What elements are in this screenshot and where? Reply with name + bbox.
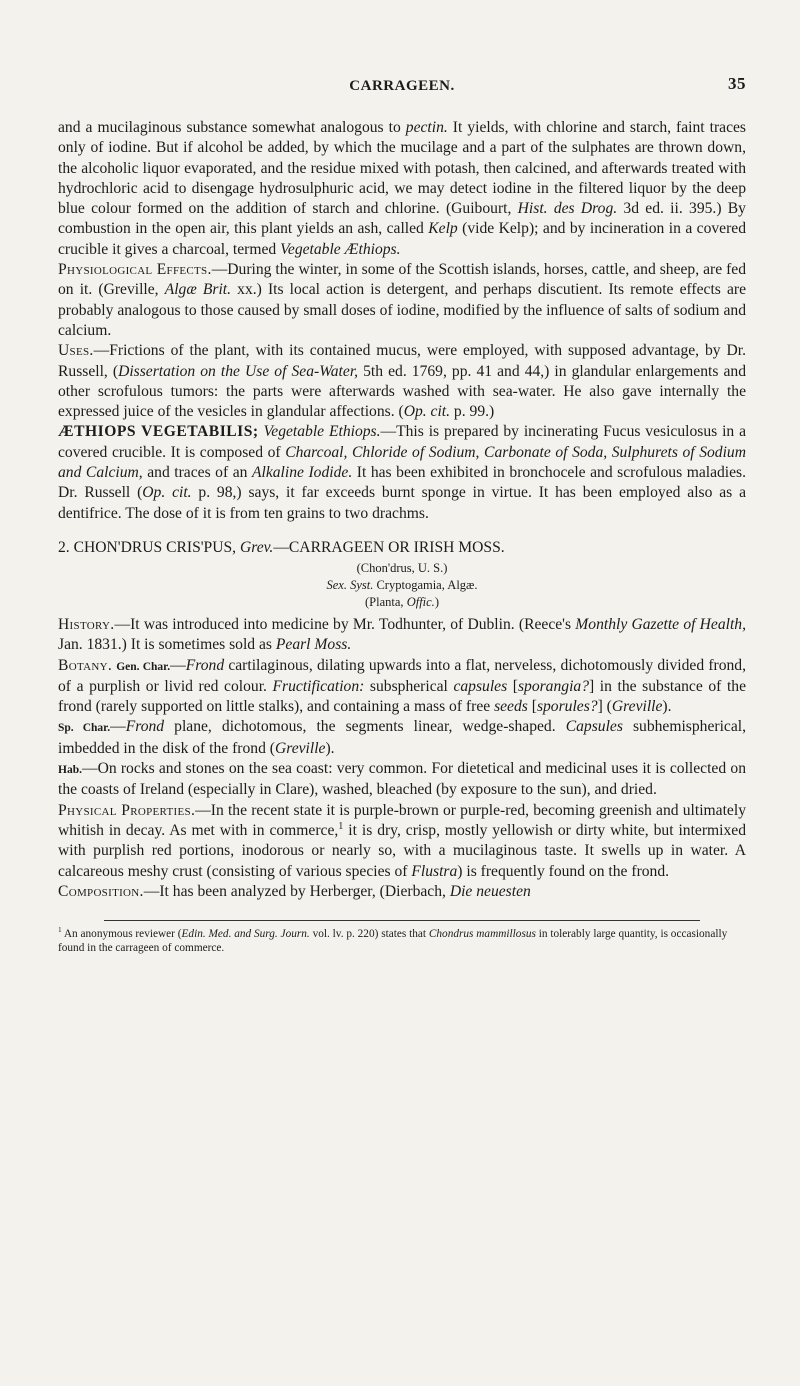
text-segment: in tolerably large quantity, is occasionally found in the carrageen of commerce. xyxy=(58,928,728,955)
text-segment: —In the recent state it is purple-brown or purple-red, becoming greenish and ultimately whitish in decay. As met with in commerce, xyxy=(58,801,746,839)
text-segment: Botany. xyxy=(58,656,113,674)
text-segment: —This is prepared by incinerating Fucus vesiculosus in a covered crucible. It is composed of xyxy=(58,423,746,461)
text-segment: Charcoal, Chloride of Sodium, Carbonate of Soda, Sulphurets of Sodium and Calcium, xyxy=(58,443,746,482)
text-segment: vol. lv. p. 220) states that xyxy=(309,928,429,941)
paragraph-seaweed-composition xyxy=(58,118,746,260)
book-page xyxy=(58,0,746,956)
text-segment: ) xyxy=(434,594,439,609)
paragraph-botany-generic-character xyxy=(58,656,746,718)
text-segment: —Frictions of the plant, with its contained mucus, were employed, with supposed advantage, by Dr. Russell, ( xyxy=(58,342,746,380)
text-segment: plane, dichotomous, the segments linear, wedge-shaped. xyxy=(164,718,566,736)
text-segment: Flustra xyxy=(411,862,458,880)
text-segment: Kelp xyxy=(428,220,458,238)
text-segment: (Chon'drus, U. S.) xyxy=(356,560,448,575)
text-segment: An anonymous reviewer ( xyxy=(61,928,182,941)
text-segment: Physiological Effects. xyxy=(58,261,212,279)
text-segment: Dissertation on the Use of Sea-Water, xyxy=(118,362,359,380)
footnote-marker: 1 xyxy=(58,925,62,935)
text-segment: Algæ Brit. xyxy=(164,281,232,299)
text-segment: History. xyxy=(58,615,115,633)
text-segment: —It was introduced into medicine by Mr. Todhunter, of Dublin. (Reece's xyxy=(114,615,576,633)
text-segment: Monthly Gazette of Health, xyxy=(575,615,747,633)
text-segment: Edin. Med. and Surg. Journ. xyxy=(181,928,310,941)
official-part xyxy=(58,594,746,611)
text-segment: Frond xyxy=(185,656,225,674)
section-heading xyxy=(58,538,746,558)
sexual-system-classification xyxy=(58,577,746,594)
text-segment: ) is frequently found on the frond. xyxy=(457,862,670,880)
text-segment: It yields, with chlorine and starch, faint traces only of iodine. But if alcohol be added, by which the mucilage and a part of the sulphates are thrown down, the alcoholic liquor evaporated, and the residue mixed with potash, then calcined, and afterwards treated with hydrochloric acid to disengage hydrosulphuric acid, we may detect iodine in the filtered liquor by the deep blue colour formed on the addition of starch and chlorine. (Guibourt, xyxy=(58,119,746,218)
text-segment: sporules? xyxy=(536,698,598,716)
text-segment: It has been exhibited in bronchocele and scrofulous maladies. Dr. Russell ( xyxy=(58,464,747,502)
text-segment: —CARRAGEEN OR IRISH MOSS. xyxy=(273,538,505,556)
pharmacopoeia-name xyxy=(58,560,746,577)
text-segment: subspherical xyxy=(364,677,454,695)
text-segment: xx.) Its local action is detergent, and perhaps discutient. Its remote effects are probably analogous to those caused by small doses of iodine, modified by the influence of salts of sodium and calcium. xyxy=(58,281,747,339)
paragraph-uses xyxy=(58,341,746,422)
text-segment: — xyxy=(170,656,186,674)
text-segment: (vide Kelp); and by incineration in a covered crucible it gives a charcoal, termed xyxy=(58,220,747,258)
paragraph-aethiops-vegetabilis xyxy=(58,422,746,523)
text-segment: and traces of an xyxy=(142,464,252,482)
text-segment: Sp. Char. xyxy=(58,722,111,735)
text-segment: Vegetable Æthiops. xyxy=(280,240,401,258)
text-segment: Pearl Moss. xyxy=(275,636,352,654)
paragraph-physiological-effects xyxy=(58,260,746,341)
text-segment: — xyxy=(110,718,126,736)
text-segment: Hist. des Drog. xyxy=(517,200,618,218)
paragraph-history xyxy=(58,615,746,656)
text-segment: Alkaline Iodide. xyxy=(251,464,353,482)
footnote xyxy=(58,927,746,955)
text-segment: Hab. xyxy=(58,764,82,777)
text-segment: Uses. xyxy=(58,342,94,360)
text-segment: Greville xyxy=(274,739,326,757)
text-segment: 2. CHON'DRUS CRIS'PUS, xyxy=(58,538,240,556)
text-segment: seeds xyxy=(494,698,528,716)
text-segment: Die neuesten xyxy=(449,882,531,900)
page-number: 35 xyxy=(728,74,746,93)
text-segment: Op. cit. xyxy=(403,403,451,421)
text-segment: (Planta, xyxy=(365,594,407,609)
footnote-marker: 1 xyxy=(338,820,344,832)
text-segment: Jan. 1831.) It is sometimes sold as xyxy=(58,636,276,654)
running-head xyxy=(58,74,746,118)
text-segment: Gen. Char. xyxy=(116,660,171,673)
text-segment: cartilaginous, dilating upwards into a flat, nerveless, dichotomously divided frond, of a purplish or livid red colour. xyxy=(58,656,747,695)
text-segment: —It has been analyzed by Herberger, (Dierbach, xyxy=(143,882,450,900)
text-segment: ). xyxy=(662,698,672,716)
text-segment: capsules xyxy=(453,677,508,695)
paragraph-specific-character xyxy=(58,717,746,759)
text-segment: ÆTHIOPS VEGETABILIS; xyxy=(58,423,259,441)
text-segment: Greville xyxy=(611,698,663,716)
text-segment: Op. cit. xyxy=(142,484,192,502)
text-segment: 3d ed. ii. 395.) By combustion in the open air, this plant yields an ash, called xyxy=(58,200,746,238)
text-segment: ] ( xyxy=(597,698,612,716)
text-segment: [ xyxy=(507,677,518,695)
text-segment: [ xyxy=(527,698,537,716)
text-segment: Offic. xyxy=(406,594,435,609)
text-segment: 5th ed. 1769, pp. 41 and 44,) in glandular enlargements and other scrofulous tumors: the parts were afterwards washed with sea-water. He also gave internally the expressed juice of the vesicles in glandular affections. ( xyxy=(58,362,746,421)
text-segment: sporangia? xyxy=(517,677,590,695)
text-segment: —During the winter, in some of the Scottish islands, horses, cattle, and sheep, are fed on it. (Greville, xyxy=(58,261,746,299)
text-segment: p. 98,) says, it far exceeds burnt sponge in virtue. It has been employed also as a dentifrice. The dose of it is from ten grains to two drachms. xyxy=(58,484,746,522)
text-segment: Chondrus mammillosus xyxy=(428,928,536,941)
text-segment: ). xyxy=(325,739,335,757)
text-segment: it is dry, crisp, mostly yellowish or dirty white, but intermixed with purplish red portions, inodorous or nearly so, with a mucilaginous taste. It swells up in water. A calcareous meshy crust (consisting of various species of xyxy=(58,821,747,880)
text-segment: Capsules xyxy=(565,718,623,736)
text-segment: Grev. xyxy=(239,538,274,556)
text-segment: pectin. xyxy=(405,119,448,136)
text-segment: —On rocks and stones on the sea coast: very common. For dietetical and medicinal uses it is collected on the coasts of Ireland (especially in Clare), washed, bleached (by exposure to the sun), and dried. xyxy=(58,760,746,799)
running-head-title: CARRAGEEN. xyxy=(349,78,455,94)
paragraph-physical-properties xyxy=(58,801,746,882)
text-segment: Vegetable Ethiops. xyxy=(263,423,381,441)
text-segment: subhemispherical, imbedded in the disk of the frond ( xyxy=(58,718,746,757)
paragraph-habitat xyxy=(58,759,746,801)
text-segment: Fructification: xyxy=(272,677,365,695)
paragraph-composition xyxy=(58,882,746,902)
text-segment: Frond xyxy=(125,718,165,736)
text-segment: Physical Properties. xyxy=(58,801,196,819)
text-segment: p. 99.) xyxy=(450,403,495,421)
text-segment: and a mucilaginous substance somewhat analogous to xyxy=(58,119,406,136)
footnote-rule xyxy=(104,920,700,921)
text-segment: Composition. xyxy=(58,882,144,900)
text-segment: Sex. Syst. xyxy=(326,577,374,592)
text-segment: Cryptogamia, Algæ. xyxy=(373,577,478,592)
text-segment: ] in the substance of the frond (rarely supported on little stalks), and containing a mass of free xyxy=(58,677,746,716)
